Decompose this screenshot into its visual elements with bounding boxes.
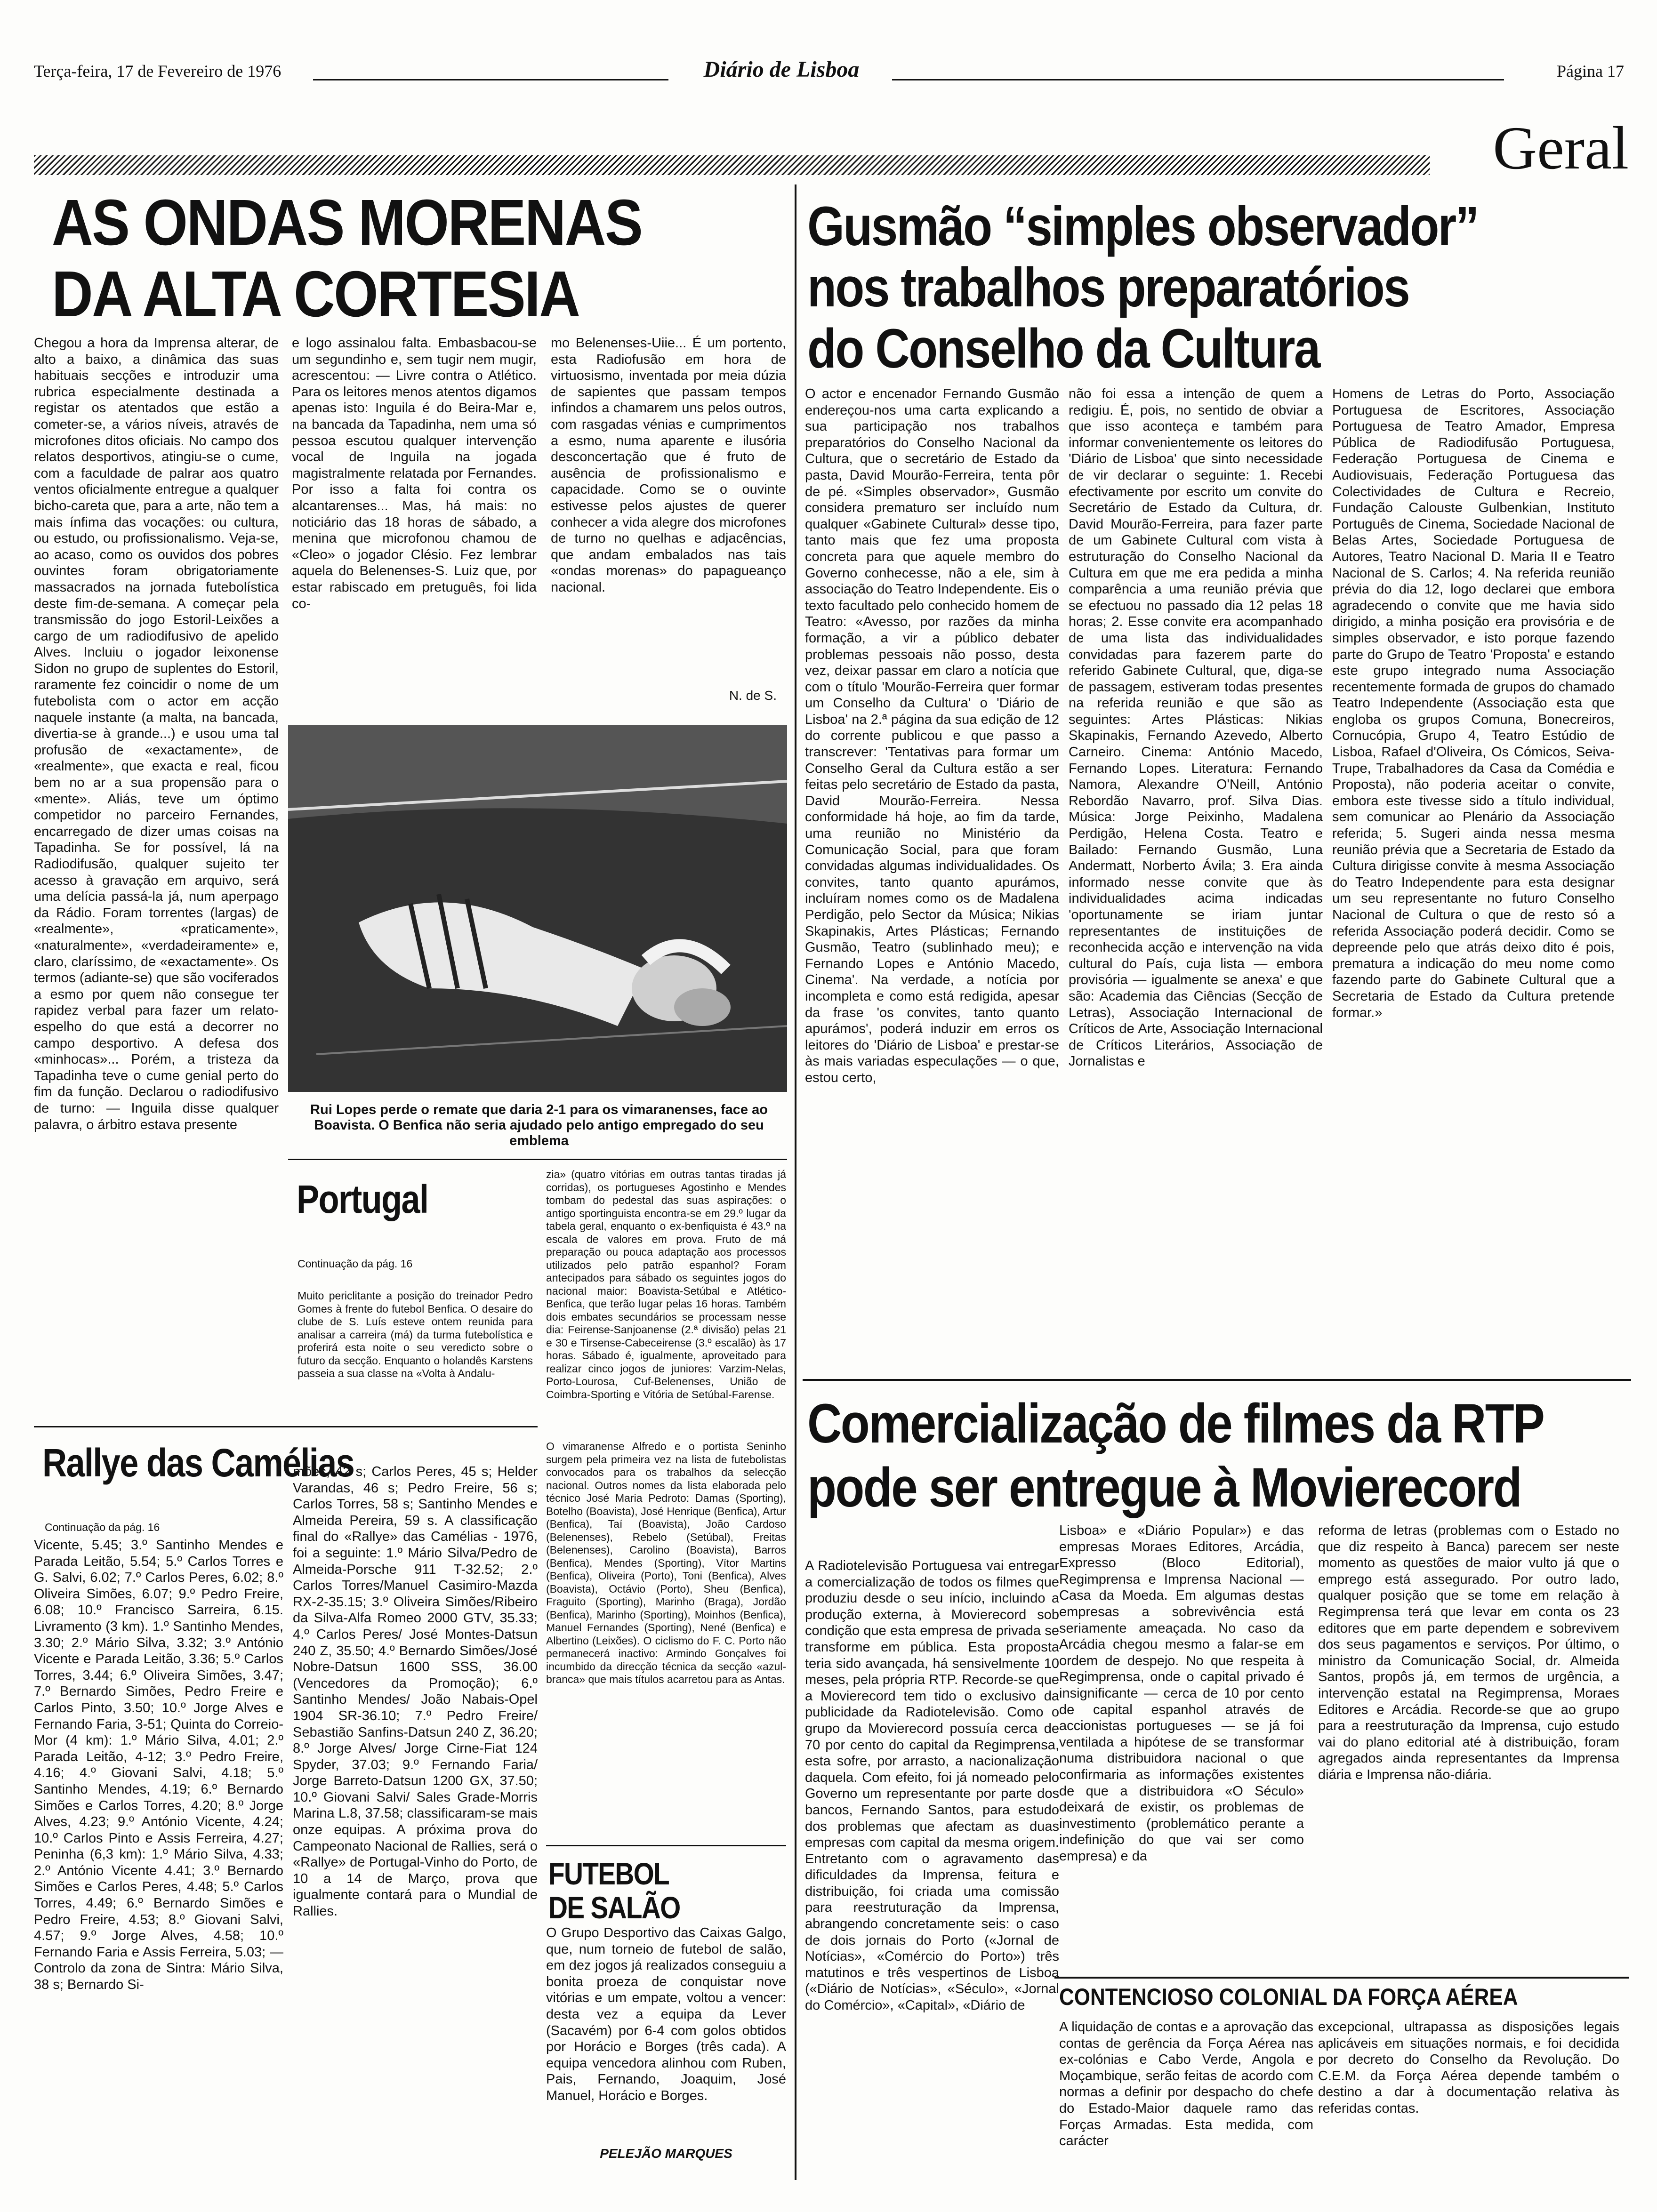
article-signature: PELEJÃO MARQUES bbox=[600, 2146, 732, 2161]
footballer-figure-illustration bbox=[288, 725, 787, 1092]
masthead-rule-left bbox=[313, 79, 668, 80]
article-column: mões, 42 s; Carlos Peres, 45 s; Helder Varandas, 46 s; Pedro Freire, 56 s; Carlos Torres, 58 s; Santinho Mendes e Almeida Pereira, 59 s. A classificação final do «Rallye» das Camélias - 1976, foi a seguinte: 1.º Mário Silva/Pedro de Almeida-Porsche 911 T-32.52; 2.º Carlos Torres/Manuel Casimiro-Mazda RX-2-35.15; 3.º Oliveira Simões/Ribeiro da Silva-Alfa Romeo 2000 GTV, 35.33; 4.º Carlos Peres/ José Montes-Datsun 240 Z, 35.50; 4.º Bernardo Simões/José Nobre-Datsun 1600 SSS, 36.00 (Vencedores da Promoção); 6.º Santinho Mendes/ João Nabais-Opel 1904 SR-36.10; 7.º Pedro Freire/ Sebastião Sanfins-Datsun 240 Z, 36.20; 8.º Jorge Alves/ Jorge Cirne-Fiat 124 Spyder, 37.03; 9.º Fernando Faria/ Jorge Barreto-Datsun 1200 GX, 37.50; 10.º Giovani Salvi/ Sales Grade-Morris Marina L.8, 37.58; classificaram-se mais onze equipas. A próxima prova do Campeonato Nacional de Rallies, será o «Rallye» de Portugal-Vinho do Porto, de 10 a 14 de Março, prova que igualmente contará para o Mundial de Rallies. bbox=[293, 1464, 538, 1919]
article-column: Lisboa» e «Diário Popular») e das empresas Moraes Editores, Arcádia, Expresso (Bloco Editorial), Regimprensa e Imprensa Nacional — Casa da Moeda. Em algumas destas empresas a sobrevivência está seriamente ameaçada. No caso da Arcádia chegou mesmo a falar-se em ordem de despejo. No que respeita à Regimprensa, onde o capital privado é insignificante — cerca de 10 por cento de capital espanhol através de accionistas portugueses — se já foi ventilada a hipótese de se transformar numa distribuidora nacional o que confirmaria as informações existentes de que a distribuidora «O Século» deixará de existir, os problemas de investimento (problemático perante a indefinição do que vai ser como empresa) e da bbox=[1059, 1523, 1304, 1864]
rallye-headline: Rallye das Camélias bbox=[42, 1441, 354, 1485]
column-rule bbox=[795, 184, 796, 2180]
futebol-headline-line2: DE SALÃO bbox=[548, 1890, 680, 1925]
sports-photo bbox=[288, 725, 787, 1092]
article-column: mo Belenenses-Uiie... É um portento, esta Radiofusão em hora de virtuosismo, inventada por meia dúzia de sapientes que passam tempos infindos a chamarem uns pelos outros, com rasgadas vénias e cumprimentos a esmo, numa aparente e ilusória desconcertação que é fruto de ausência de profissionalismo e capacidade. Como se o ouvinte estivesse pelos ajustes de querer conhecer a vida alegre dos microfones de turno no quelhas e adjacências, que andam embalados nas tais «ondas morenas» do papagueanço nacional. bbox=[551, 336, 786, 595]
article-column: A Radiotelevisão Portuguesa vai entregar a comercialização de todos os filmes que produziu desde o seu início, incluindo a produção externa, à Movierecord sob condição que esta empresa de privada se transforme em pública. Esta proposta teria sido avançada, há sensivelmente 10 meses, pela própria RTP. Recorde-se que a Movierecord tem tido o exclusivo da publicidade da Radiotelevisão. Como o grupo da Movierecord possuía cerca de 70 por cento do capital da Regimprensa, esta sofre, por arrasto, a nacionalização daquela. Com efeito, foi já nomeado pelo Governo um representante por parte dos bancos, Fernando Santos, para estudo dos problemas que afectam as duas empresas com capital da mesma origem. Entretanto com o agravamento das dificuldades da Imprensa, feitura e distribuição, foi criada uma comissão para reestruturação da Imprensa, abrangendo concretamente seis: o caso de dois jornais do Porto («Jornal de Notícias», «Comércio do Porto») três matutinos e três vespertinos de Lisboa («Diário de Notícias», «Século», «Jornal do Comércio», «Capital», «Diário de bbox=[805, 1558, 1059, 2013]
article-column: O actor e encenador Fernando Gusmão endereçou-nos uma carta explicando a sua participação nos trabalhos preparatórios do Conselho Nacional da Cultura, que o secretário de Estado da pasta, David Mourão-Ferreira, tenta pôr de pé. «Simples observador», Gusmão considera prematuro ser incluído num qualquer «Gabinete Cultural» desse tipo, tanto mais que fez uma proposta concreta para que aquele membro do Governo conhecesse, não a ele, sim à associação do Teatro Independente. Eis o texto facultado pelo conhecido homem de Teatro: «Avesso, por razões da minha formação, a vir a público debater problemas pessoais não posso, desta vez, deixar passar em claro a notícia que com o título 'Mourão-Ferreira quer formar um Conselho da Cultura' o 'Diário de Lisboa' na 2.ª página da sua edição de 12 do corrente publicou e que passo a transcrever: 'Tentativas para formar um Conselho Geral da Cultura estão a ser feitas pelo secretário de Estado da pasta, David Mourão-Ferreira. Nessa conformidade há hoje, ao fim da tarde, uma reunião no Ministério da Comunicação Social, para que foram convidadas algumas individualidades. Os convites, tanto quanto apurámos, incluíram nomes como os de Madalena Perdigão, pelo Sector da Música; Nikias Skapinakis, Artes Plásticas; Fernando Gusmão, Teatro (sublinhado meu); e Fernando Lopes e António Macedo, Cinema'. Na verdade, a notícia por incompleta e como está redigida, apesar da frase 'os convites, tanto quanto apurámos', poderá induzir em erros os leitores do 'Diário de Lisboa' e prestar-se às mais variadas especulações — o que, estou certo, bbox=[805, 386, 1059, 1085]
article-column: A liquidação de contas e a aprovação das contas de gerência da Força Aérea nas ex-colónias e Cabo Verde, Angola e Moçambique, serão feitas de acordo com normas a definir por despacho do chefe do Estado-Maior daquele ramo das Forças Armadas. Esta medida, com carácter bbox=[1059, 2020, 1313, 2149]
photo-caption: Rui Lopes perde o remate que daria 2-1 para os vimaranenses, face ao Boavista. O Benfica não seria ajudado pelo antigo empregado do seu emblema bbox=[310, 1102, 768, 1148]
rtp-headline-line1: Comercialização de filmes da RTP bbox=[807, 1393, 1544, 1455]
continuation-note: Continuação da pág. 16 bbox=[298, 1258, 413, 1270]
divider bbox=[34, 1426, 538, 1427]
article-column: reforma de letras (problemas com o Estado no que diz respeito à Banca) parecem ser neste momento as questões de maior vulto já que o emprego está assegurado. Por outro lado, qualquer posição que se tome em relação à Regimprensa terá que levar em conta os 23 editores que em parte dependem e sobrevivem dos seus pagamentos e serviços. Por último, o ministro da Comunicação Social, dr. Almeida Santos, propôs já, em termos de urgência, a intervenção estatal na Regimprensa, Moraes Editores e Arcádia. Recorde-se que ao grupo para a reestruturação da Imprensa, cujo estudo vai do plano editorial até à distribuição, foram agregados ainda representantes da Imprensa diária e Imprensa não-diária. bbox=[1318, 1523, 1619, 1782]
article-signature: N. de S. bbox=[729, 688, 777, 703]
article-column: e logo assinalou falta. Embasbacou-se um segundinho e, sem tugir nem mugir, acrescentou: — Livre contra o Atlético. Para os leitores menos atentos digamos apenas isto: Inguila é do Beira-Mar e, na bancada da Tapadinha, nem uma só pessoa escutou qualquer intervenção vocal de Inguila na jogada magistralmente relatada por Fernandes. Por isso a falta foi contra os alcantarenses... Mas, há mais: no noticiário das 18 horas de sábado, a menina que microfonou chamou de «Cleo» o jogador Clésio. Fez lembrar aquela do Belenenses-S. Luiz que, por estar rabiscado em pretuguês, foi lida co- bbox=[292, 336, 537, 611]
page-number: Página 17 bbox=[1557, 62, 1624, 80]
article-headline-line1: AS ONDAS MORENAS bbox=[52, 186, 642, 259]
forca-headline: CONTENCIOSO COLONIAL DA FORÇA AÉREA bbox=[1059, 1984, 1518, 2010]
article-column: Chegou a hora da Imprensa alterar, de alto a baixo, a dinâmica das suas habituais secções e introduzir uma rubrica especialmente destinada a registar os atentados que estão a cometer-se, a vários níveis, através de microfones ditos oficiais. No campo dos relatos desportivos, atingiu-se o cume, com a faculdade de palrar aos quatro ventos oficialmente entregue a qualquer bicho-careta que, para a arte, não tem a mais ínfima das vocações: ou cultura, ou estudo, ou profissionalismo. Veja-se, ao acaso, como os ouvidos dos pobres ouvintes foram obrigatoriamente massacrados na jornada futebolística deste fim-de-semana. A começar pela transmissão do jogo Estoril-Leixões a cargo de um radiodifusivo de apelido Alves. Incluiu o jogador leixonense Sidon no grupo de suplentes do Estoril, raramente fez coincidir o nome de um futebolista com o actor em acção naquele instante (a malta, na bancada, divertia-se à grande...) e usou uma tal profusão de «exactamente», de «realmente», que exacta e real, ficou bem no ar a sua propensão para o «mente». Aliás, teve um óptimo competidor no parceiro Fernandes, encarregado de dizer umas coisas na Tapadinha. Se for possível, lá na Radiodifusão, qualquer sujeito ter acesso à gravação em arquivo, será uma delícia passá-la já, num aperpago da Rádio. Foram torrentes (largas) de «realmente», «praticamente», «naturalmente», «verdadeiramente» e, claro, claríssimo, de «exactamente». Os termos (adiante-se) que são vociferados a esmo por quem não consegue ter rapidez verbal para fazer um relato-espelho do que está a decorrer no campo desportivo. A defesa dos «minhocas»... Porém, a tristeza da Tapadinha teve o cume genial perto do fim da função. Declarou o radiodifusivo de turno: — Inguila disse qualquer palavra, o árbitro estava presente bbox=[34, 336, 279, 1132]
article-column: Muito periclitante a posição do treinador Pedro Gomes à frente do futebol Benfica. O desaire do clube de S. Luís esteve ontem reunida para analisar a carreira (má) da turma futebolística e proferirá esta noite o seu veredicto sobre o futuro da secção. Enquanto o holandês Karstens passeia a sua classe na «Volta à Andalu- bbox=[298, 1290, 533, 1379]
continuation-note: Continuação da pág. 16 bbox=[45, 1521, 160, 1533]
divider bbox=[546, 1845, 786, 1846]
futebol-headline-line1: FUTEBOL bbox=[548, 1856, 669, 1891]
article-column: não foi essa a intenção de quem a redigiu. É, pois, no sentido de obviar a que isso aconteça e também para informar convenientemente os leitores do 'Diário de Lisboa' que sinto necessidade de vir declarar o seguinte: 1. Recebi efectivamente por escrito um convite do Secretário de Estado da Cultura, dr. David Mourão-Ferreira, para fazer parte de um Gabinete Cultural com vista à estruturação do Conselho Nacional da Cultura em que me era pedida a minha comparência a uma reunião prévia que se efectuou no passado dia 12 pelas 18 horas; 2. Esse convite era acompanhado de uma lista das individualidades convidadas para fazerem parte do referido Gabinete Cultural, que, diga-se de passagem, estiveram todas presentes na referida reunião e que são as seguintes: Artes Plásticas: Nikias Skapinakis, Fernando Azevedo, Alberto Carneiro. Cinema: António Macedo, Fernando Lopes. Literatura: Fernando Namora, Alexandre O'Neill, António Rebordão Navarro, prof. Silva Dias. Música: Jorge Peixinho, Madalena Perdigão, Helena Costa. Teatro e Bailado: Fernando Gusmão, Luna Andermatt, Norberto Ávila; 3. Era ainda informado nesse convite que às individualidades acima indicadas 'oportunamente se iriam juntar representantes de instituições de reconhecida acção e intervenção na vida cultural do País, cuja lista — embora provisória — igualmente se anexa' e que são: Academia das Ciências (Secção de Letras), Associação Internacional de Críticos de Arte, Associação Internacional de Críticos Literários, Associação de Jornalistas e bbox=[1069, 386, 1323, 1069]
gusmao-headline-line3: do Conselho da Cultura bbox=[807, 318, 1319, 380]
article-column: Vicente, 5.45; 3.º Santinho Mendes e Parada Leitão, 5.54; 5.º Carlos Torres e G. Salvi, 6.02; 7.º Carlos Peres, 6.02; 8.º Oliveira Simões, 6.07; 9.º Pedro Freire, 6.08; 10.º Francisco Sarreira, 6.15. Livramento (3 km). 1.º Santinho Mendes, 3.30; 2.º Mário Silva, 3.32; 3.º António Vicente e Parada Leitão, 3.36; 5.º Carlos Torres, 3.44; 6.º Oliveira Simões, 3.47; 7.º Bernardo Simões, Pedro Freire e Carlos Pinto, 3.50; 10.º Jorge Alves e Fernando Faria, 3-51; Quinta do Correio-Mor (4 km): 1.º Mário Silva, 4.01; 2.º Parada Leitão, 4-12; 3.º Pedro Freire, 4.16; 4.º Giovani Salvi, 4.18; 5.º Santinho Mendes, 4.19; 6.º Bernardo Simões e Carlos Torres, 4.20; 8.º Jorge Alves, 4.23; 9.º António Vicente, 4.24; 10.º Carlos Pinto e Assis Ferreira, 4.27; Peninha (6,3 km): 1.º Mário Silva, 4.33; 2.º António Vicente 4.41; 3.º Bernardo Simões e Carlos Peres, 4.48; 5.º Carlos Torres, 4.49; 6.º Bernardo Simões e Pedro Freire, 4.53; 8.º Giovani Salvi, 4.57; 9.º Jorge Alves, 4.58; 10.º Fernando Faria e Assis Ferreira, 5.03; — Controlo da zona de Sintra: Mário Silva, 38 s; Bernardo Si- bbox=[34, 1538, 283, 1993]
date-line: Terça-feira, 17 de Fevereiro de 1976 bbox=[34, 62, 282, 80]
article-column: excepcional, ultrapassa as disposições legais aplicáveis em situações normais, e foi decidida por decreto do Conselho da Revolução. Do C.E.M. da Força Aérea depende também o destino a dar à documentação relativa às referidas contas. bbox=[1318, 2020, 1619, 2116]
section-name: Geral bbox=[1493, 114, 1629, 182]
article-headline-line2: DA ALTA CORTESIA bbox=[52, 258, 579, 330]
article-column: Homens de Letras do Porto, Associação Portuguesa de Escritores, Associação Portuguesa de Teatro Amador, Empresa Pública de Radiodifusão Portuguesa, Federação Portuguesa de Cinema e Audiovisuais, Federação Portuguesa das Colectividades de Cultura e Recreio, Fundação Calouste Gulbenkian, Instituto Português de Cinema, Sociedade Nacional de Belas Artes, Sociedade Portuguesa de Autores, Teatro Nacional D. Maria II e Teatro Nacional de S. Carlos; 4. Na referida reunião prévia do dia 12, logo declarei que embora agradecendo o convite que me havia sido dirigido, a minha posição era provisória e de simples observador, e isto porque fazendo parte do Grupo de Teatro 'Proposta' e estando este grupo integrado numa Associação recentemente formada de grupos do chamado Teatro Independente (Associação esta que engloba os grupos Comuna, Bonecreiros, Cornucópia, Grupo 4, Teatro Estúdio de Lisboa, Rafael d'Oliveira, Os Cómicos, Seiva-Trupe, Trabalhadores da Casa da Comédia e Proposta), não poderia aceitar o convite, embora este tivesse sido a título individual, sem comunicar ao Plenário da Associação referida; 5. Sugeri ainda nessa mesma reunião prévia que a Secretaria de Estado da Cultura dirigisse convite à mesma Associação do Teatro Independente para esta designar um seu representante no futuro Conselho Nacional de Cultura o que de resto só a referida Associação poderá decidir. Como se depreende pelo que atrás deixo dito é pois, prematura a indicação do meu nome como fazendo parte do Gabinete Cultural que a Secretaria de Estado da Cultura pretende formar.» bbox=[1332, 386, 1615, 1020]
rtp-headline-line2: pode ser entregue à Movierecord bbox=[807, 1457, 1521, 1519]
futebol-headline bbox=[548, 1857, 708, 1924]
divider bbox=[803, 1379, 1631, 1381]
section-hatch-bar bbox=[34, 155, 1430, 175]
divider bbox=[288, 1159, 787, 1160]
gusmao-headline-line2: nos trabalhos preparatórios bbox=[807, 256, 1409, 319]
article-column: zia» (quatro vitórias em outras tantas tiradas já corridas), os portugueses Agostinho e Mendes tombam do pedestal das suas aspirações: o antigo sportinguista encontra-se em 29.º lugar da tabela geral, enquanto o ex-benfiquista é 43.º na escala de valores em prova. Fruto de má preparação ou pouca adaptação aos processos utilizados pelo patrão espanhol? Foram antecipados para sábado os seguintes jogos do nacional maior: Boavista-Setúbal e Atlético-Benfica, que terão lugar pelas 16 horas. Também dois embates secundários se processam nesse dia: Feirense-Sanjoanense (2.ª divisão) pelas 21 e 30 e Tirsense-Cabeceirense (3.º escalão) às 17 horas. Sábado é, igualmente, aproveitado para realizar cinco jogos de juniores: Varzim-Nelas, Porto-Lourosa, Cuf-Belenenses, União de Coimbra-Sporting e Vitória de Setúbal-Farense. bbox=[546, 1168, 786, 1401]
gusmao-headline-line1: Gusmão “simples observador” bbox=[807, 195, 1478, 257]
article-column: O vimaranense Alfredo e o portista Seninho surgem pela primeira vez na lista de futebolistas convocados para os trabalhos da selecção nacional. Outros nomes da lista elaborada pelo técnico José Maria Pedroto: Damas (Sporting), Botelho (Boavista), José Henrique (Benfica), Artur (Benfica), Taí (Boavista), João Cardoso (Belenenses), Rebelo (Setúbal), Freitas (Belenenses), Carolino (Boavista), Barros (Benfica), Mendes (Sporting), Vítor Martins (Benfica), Oliveira (Porto), Toni (Benfica), Alves (Boavista), Octávio (Porto), Sheu (Benfica), Fraguito (Sporting), Marinho (Braga), Jordão (Benfica), Marinho (Sporting), Moinhos (Benfica), Manuel Fernandes (Sporting), Nené (Benfica) e Albertino (Leixões). O ciclismo do F. C. Porto não permanecerá inactivo: Armindo Gonçalves foi incumbido da direcção técnica da secção «azul-branca» que mais títulos acarretou para as Antas. bbox=[546, 1440, 786, 1685]
masthead-rule-right bbox=[892, 79, 1504, 80]
newspaper-name: Diário de Lisboa bbox=[703, 57, 860, 82]
article-column: O Grupo Desportivo das Caixas Galgo, que, num torneio de futebol de salão, em dez jogos já realizados conseguiu a bonita proeza de conquistar nove vitórias e um empate, voltou a vencer: desta vez a equipa da Lever (Sacavém) por 6-4 com golos obtidos por Horácio e Borges (três cada). A equipa vencedora alinhou com Ruben, Pais, Fernando, Joaquim, José Manuel, Horácio e Borges. bbox=[546, 1925, 786, 2103]
portugal-headline: Portugal bbox=[297, 1177, 428, 1221]
